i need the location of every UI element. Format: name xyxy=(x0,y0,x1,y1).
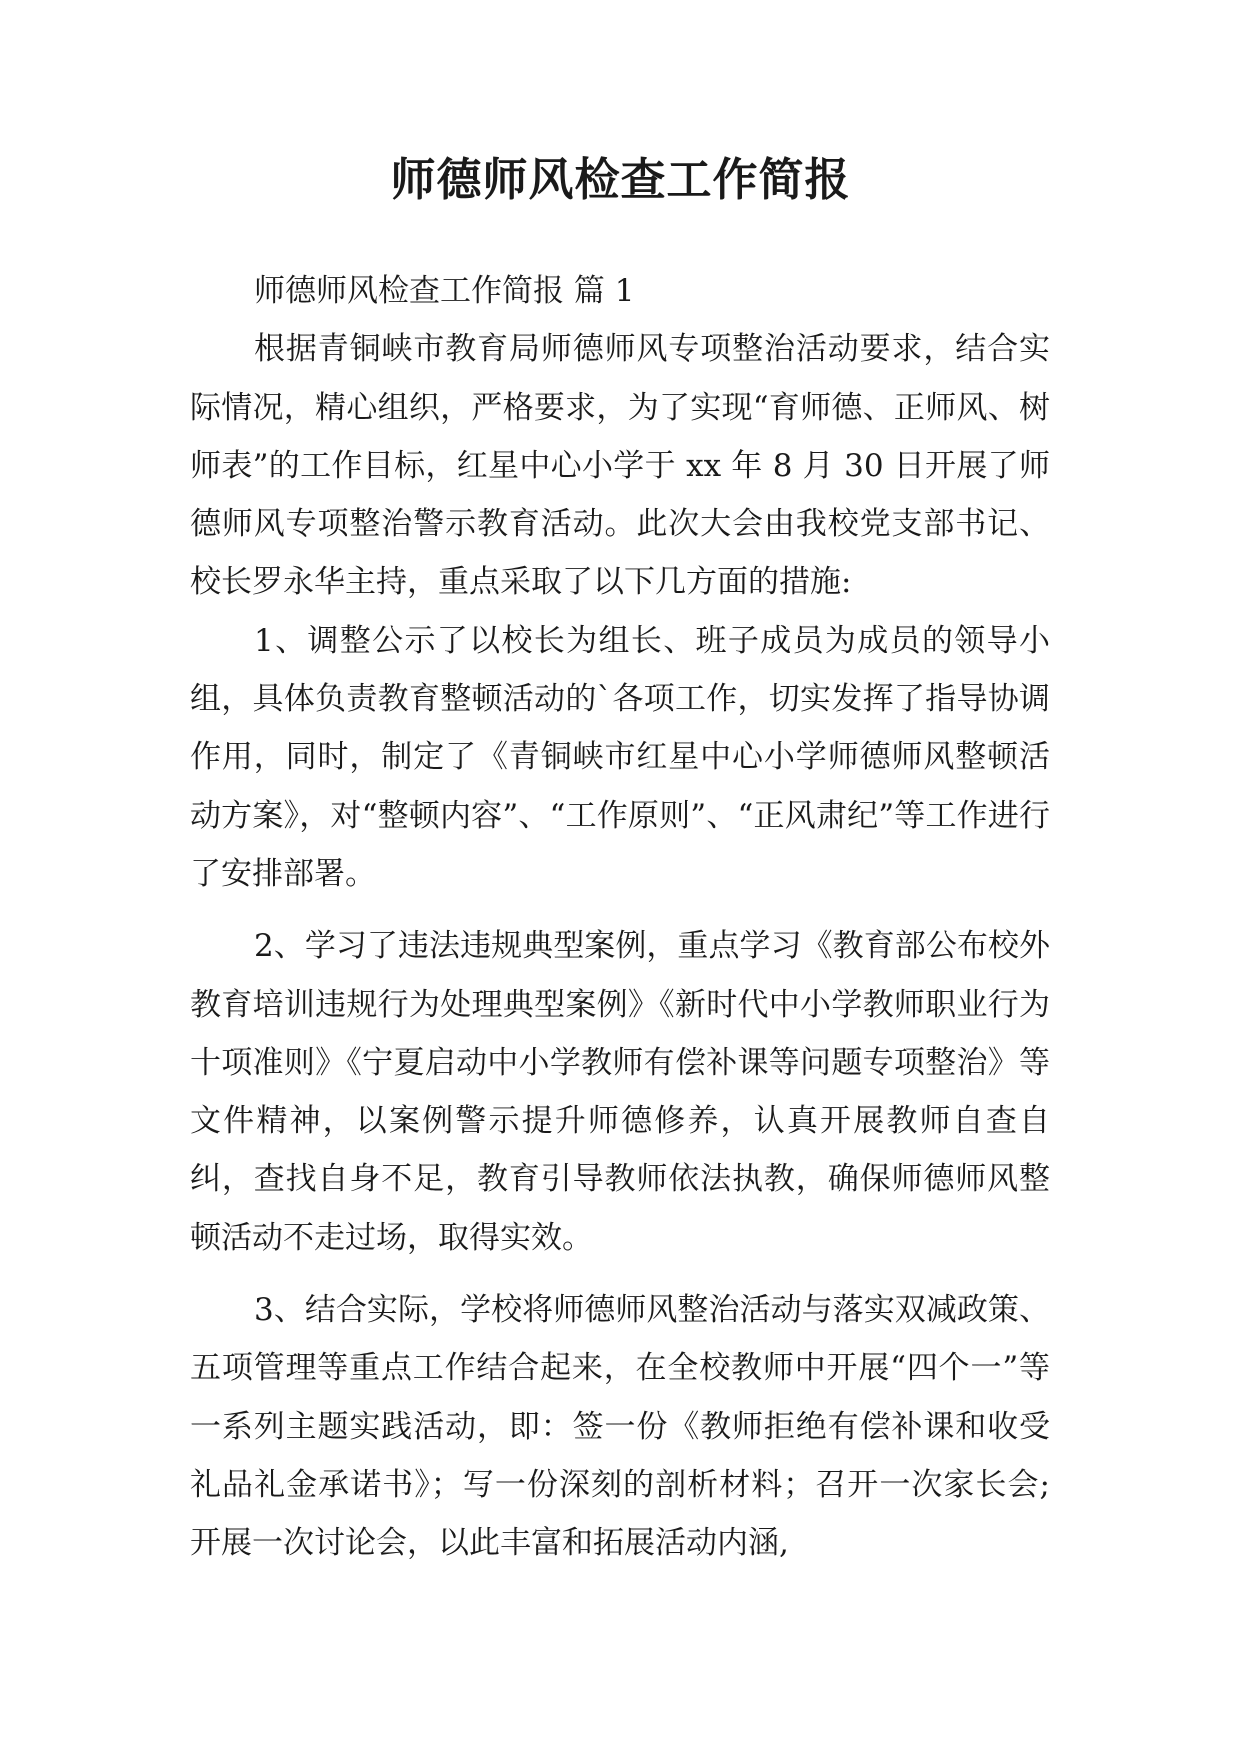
section-heading: 师德师风检查工作简报 篇 1 xyxy=(254,273,635,309)
paragraph-item-1: 1、调整公示了以校长为组长、班子成员为成员的领导小组，具体负责教育整顿活动的`各项工作，切实发挥了指导协调作用，同时，制定了《青铜峡市红星中心小学师德师风整顿活动方案》，对“整顿内容”、“工作原则”、“正风肃纪”等工作进行了安排部署。 xyxy=(190,622,1050,892)
paragraph-item-2: 2、学习了违法违规典型案例，重点学习《教育部公布校外教育培训违规行为处理典型案例》《新时代中小学教师职业行为十项准则》《宁夏启动中小学教师有偿补课等问题专项整治》等文件精神，以案例警示提升师德修养，认真开展教师自查自纠，查找自身不足，教育引导教师依法执教，确保师德师风整顿活动不走过场，取得实效。 xyxy=(190,928,1050,1256)
document-title: 师德师风检查工作简报 xyxy=(390,153,851,206)
paragraph-intro: 根据青铜峡市教育局师德师风专项整治活动要求，结合实际情况，精心组织，严格要求，为了实现“育师德、正师风、树师表”的工作目标，红星中心小学于 xx 年 8 月 30 日开展了师德师风专项整治警示教育活动。此次大会由我校党支部书记、校长罗永华主持，重点采取了以下几方面的措施: xyxy=(190,331,1050,601)
paragraph-item-3: 3、结合实际，学校将师德师风整治活动与落实双减政策、五项管理等重点工作结合起来，在全校教师中开展“四个一”等一系列主题实践活动，即：签一份《教师拒绝有偿补课和收受礼品礼金承诺书》；写一份深刻的剖析材料；召开一次家长会; 开展一次讨论会，以此丰富和拓展活动内涵, xyxy=(190,1292,1050,1562)
document-body xyxy=(190,262,1050,1573)
